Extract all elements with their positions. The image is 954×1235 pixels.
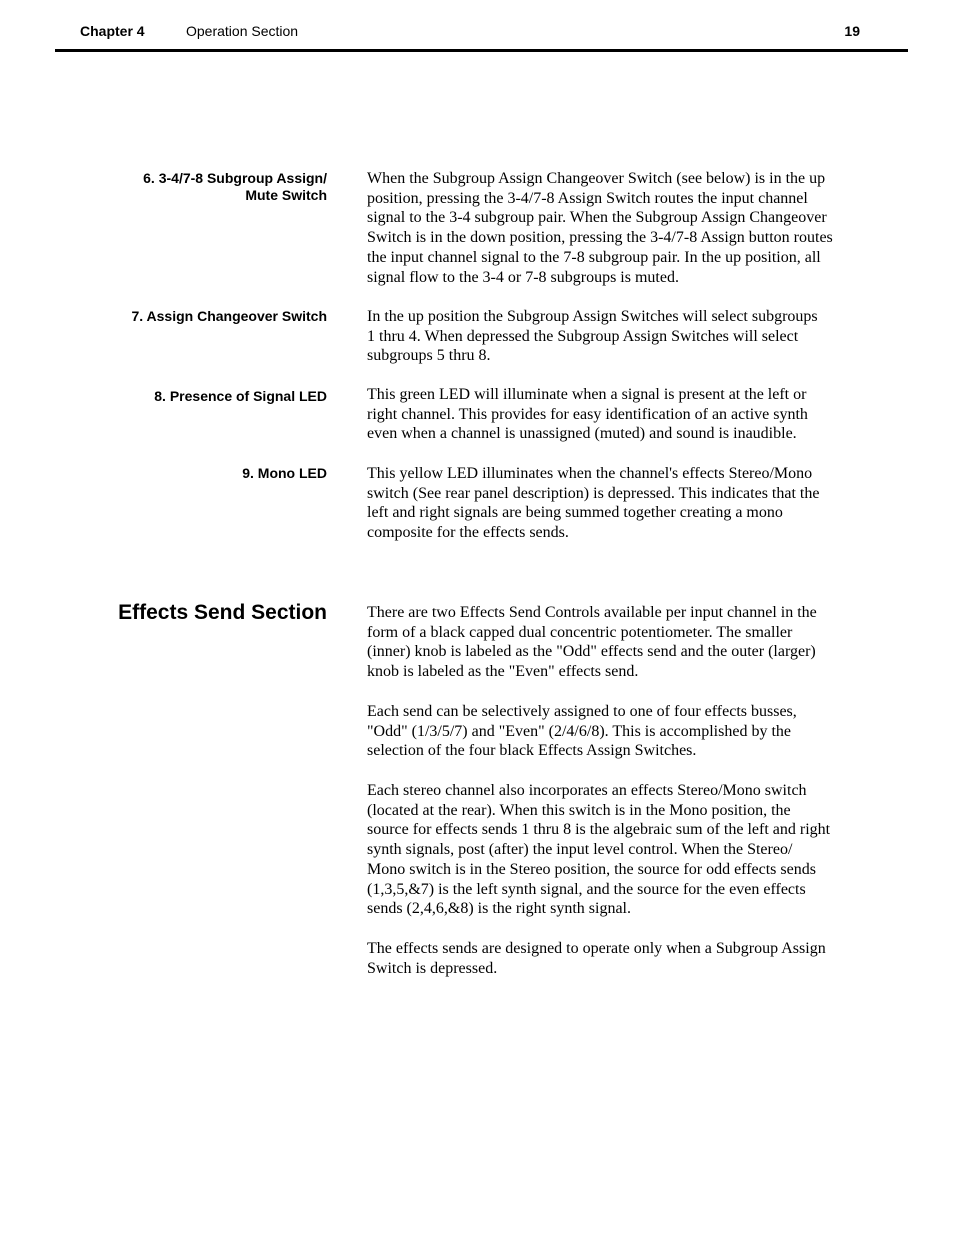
item-6-description: When the Subgroup Assign Changeover Switch (see below) is in the up position, pressing the 3-4/7-8 Assign Switch routes the input channel signal to the 3-4 subgroup pair. When the Subgroup Assign Changeover Switch is in the down position, pressing the 3-4/7-8 Assign button routes the input channel signal to the 7-8 subgroup pair. In the up position, all signal flow to the 3-4 or 7-8 subgroups is muted. bbox=[367, 170, 833, 286]
effects-paragraph: Each stereo channel also incorporates an effects Stereo/Mono switch (located at the rear). When this switch is in the Mono position, the source for effects sends 1 thru 8 is the algebraic sum of the left and right synth signals, post (after) the input level control. When the Stereo/ Mono switch is in the Stereo position, the source for odd effects sends (1,3,5,&7) is the left synth signal, and the source for the even effects sends (2,4,6,&8) is the right synth signal. bbox=[367, 782, 831, 918]
item-7-description: In the up position the Subgroup Assign Switches will select subgroups 1 thru 4. When depressed the Subgroup Assign Switches will select subgroups 5 thru 8. bbox=[367, 308, 818, 365]
effects-paragraph: Each send can be selectively assigned to one of four effects busses, "Odd" (1/3/5/7) and "Even" (2/4/6/8). This is accomplished by the selection of the four black Effects Assign Switches. bbox=[367, 703, 797, 760]
item-6-label: 6. 3-4/7-8 Subgroup Assign/ Mute Switch bbox=[143, 170, 327, 203]
effects-paragraph: There are two Effects Send Controls available per input channel in the form of a black capped dual concentric potentiometer. The smaller (inner) knob is labeled as the "Odd" effects send and the outer (larger) knob is labeled as the "Even" effects send. bbox=[367, 604, 817, 681]
page-number: 19 bbox=[844, 23, 860, 39]
item-9-label: 9. Mono LED bbox=[242, 465, 327, 481]
effects-paragraph: The effects sends are designed to operate only when a Subgroup Assign Switch is depressed. bbox=[367, 940, 826, 977]
chapter-label: Chapter 4 bbox=[80, 23, 145, 39]
item-7-label: 7. Assign Changeover Switch bbox=[131, 308, 327, 324]
item-8-description: This green LED will illuminate when a signal is present at the left or right channel. This provides for easy identification of an active synth even when a channel is unassigned (muted) and sound is inaudible. bbox=[367, 386, 808, 443]
page-header bbox=[55, 0, 908, 52]
section-title: Operation Section bbox=[186, 23, 299, 39]
effects-section-heading: Effects Send Section bbox=[118, 601, 327, 624]
item-8-label: 8. Presence of Signal LED bbox=[154, 388, 327, 404]
item-9-description: This yellow LED illuminates when the channel's effects Stereo/Mono switch (See rear panel description) is depressed. This indicates that the left and right signals are being summed together creating a mono composite for the effects sends. bbox=[367, 465, 820, 542]
